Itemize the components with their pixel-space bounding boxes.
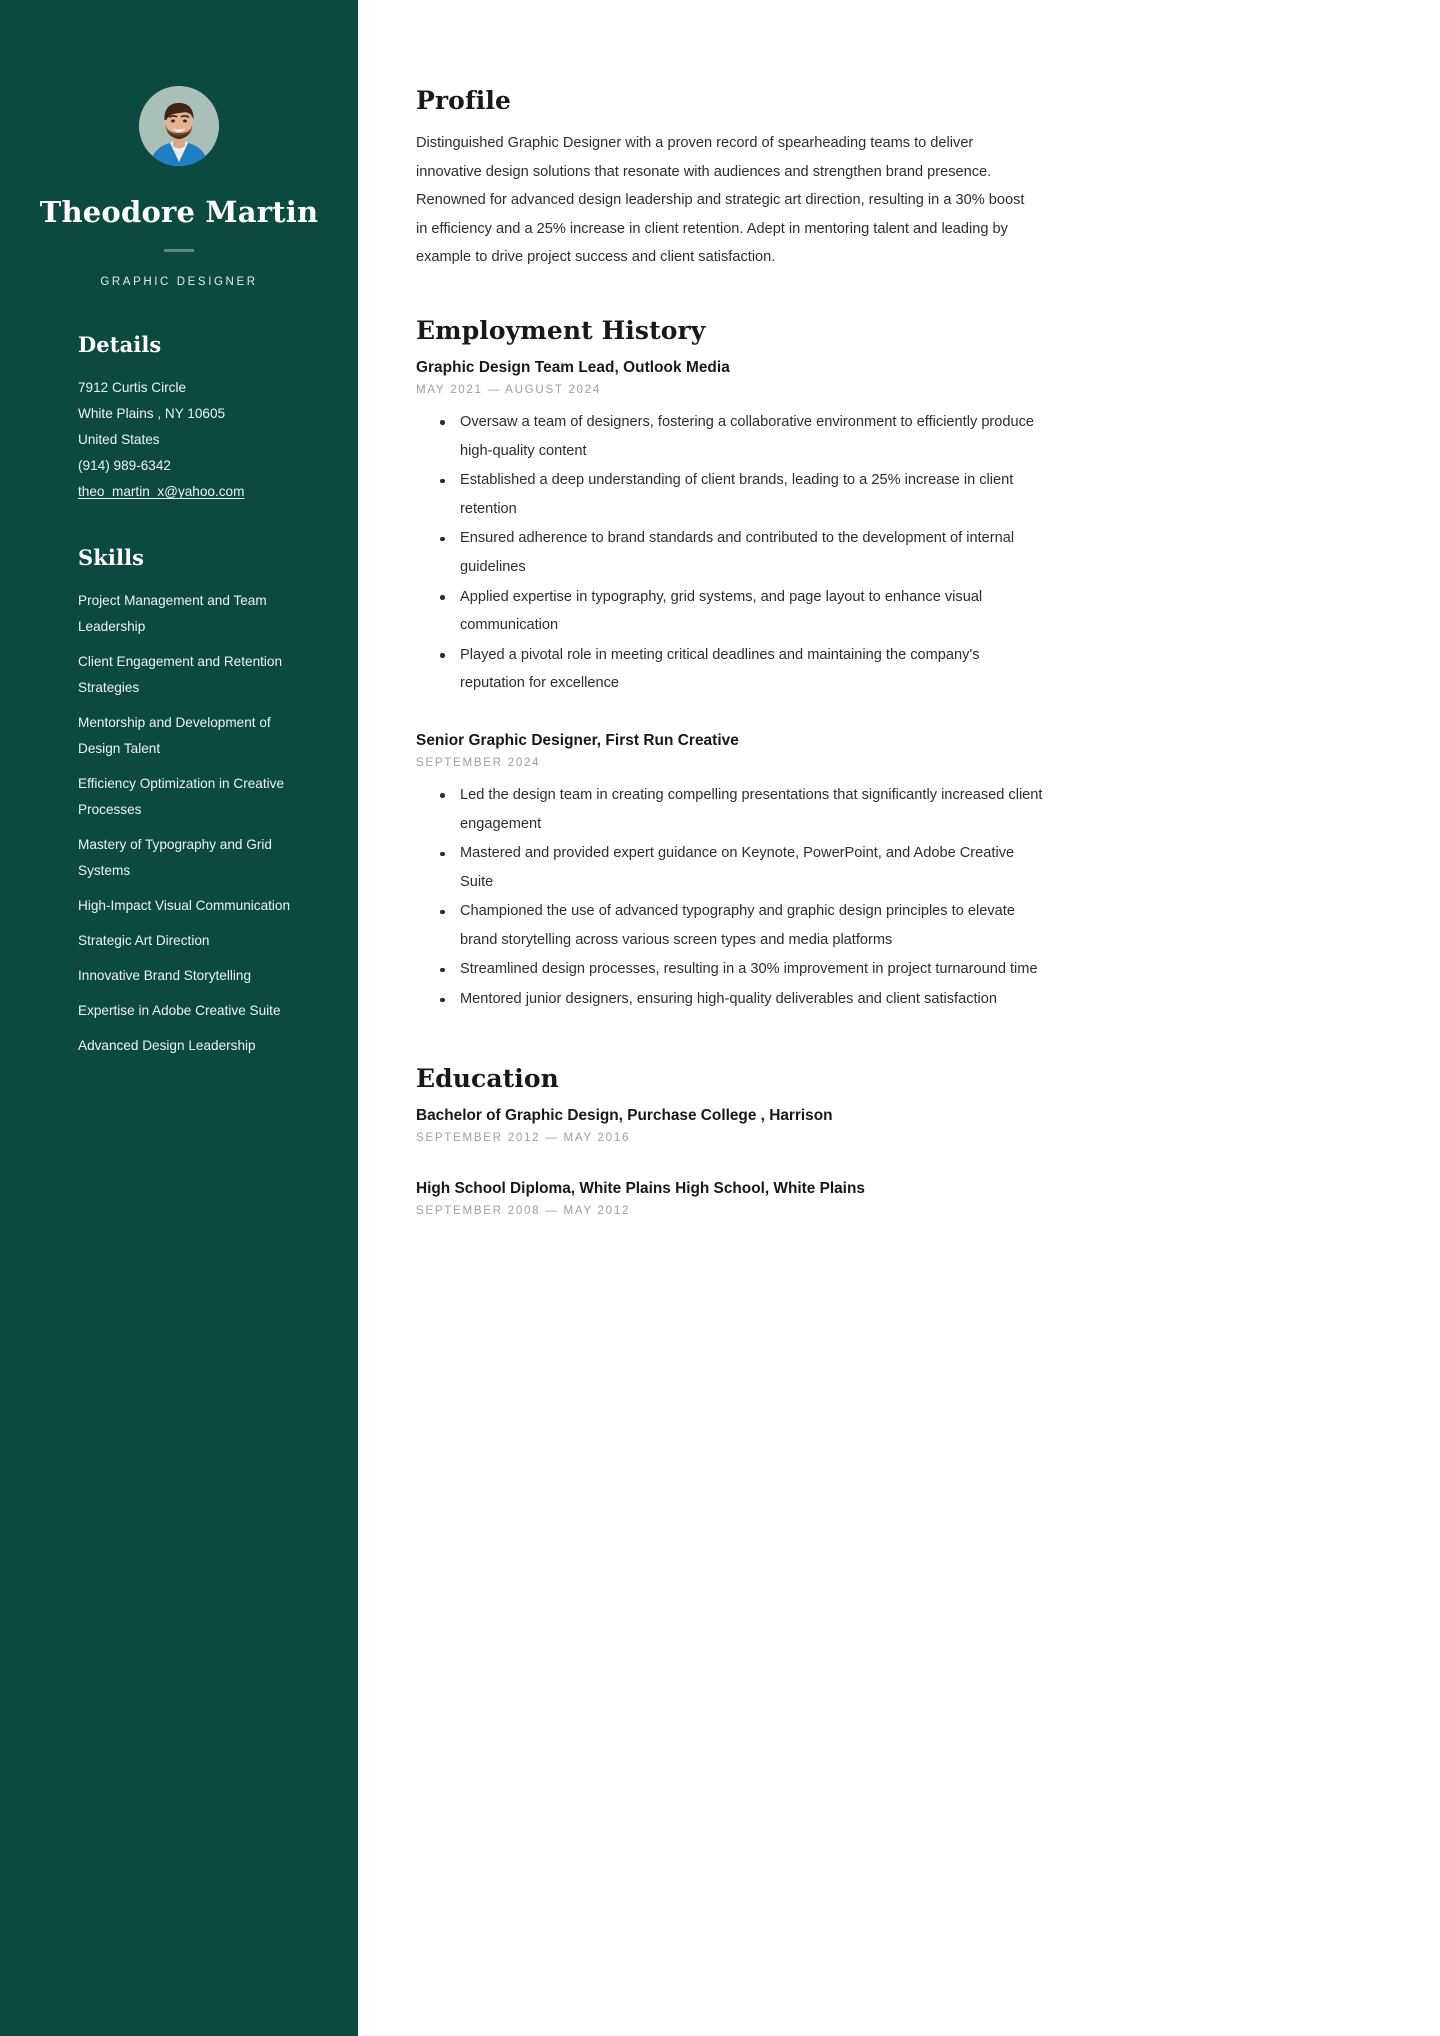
details-section [0,332,358,505]
education-date: SEPTEMBER 2008 — MAY 2012 [416,1203,631,1217]
skill-item: Project Management and Team Leadership [78,593,267,635]
job-bullet: Ensured adherence to brand standards and contributed to the development of internal guidelines [424,524,1044,581]
skill-item: Strategic Art Direction [78,933,210,949]
candidate-name: Theodore Martin [39,195,319,229]
skill-item: Mastery of Typography and Grid Systems [78,837,272,879]
education-section [416,1064,1048,1217]
detail-address-street: 7912 Curtis Circle [78,380,187,396]
detail-address-city: White Plains , NY 10605 [78,406,226,422]
job-title: Senior Graphic Designer, First Run Creative [416,731,739,749]
detail-phone: (914) 989-6342 [78,458,171,474]
skill-item: Client Engagement and Retention Strategies [78,654,283,696]
name-divider [164,249,194,252]
job-bullet: Streamlined design processes, resulting in a 30% improvement in project turnaround time [424,955,1044,984]
avatar [139,86,219,166]
job-bullet: Played a pivotal role in meeting critical deadlines and maintaining the company's reputation for excellence [424,641,1044,698]
job-bullet: Established a deep understanding of client brands, leading to a 25% increase in client retention [424,466,1044,523]
spacer [416,1020,1048,1064]
details-heading: Details [78,332,162,358]
education-entry [416,1107,1048,1144]
skill-item: Efficiency Optimization in Creative Processes [78,776,285,818]
job-bullet: Championed the use of advanced typography and graphic design principles to elevate brand storytelling across various screen types and media platforms [424,897,1044,954]
employment-section [416,316,1048,1014]
job-bullet: Oversaw a team of designers, fostering a collaborative environment to efficiently produce high-quality content [424,408,1044,465]
spacer [416,1144,1048,1180]
person-photo-icon [139,86,219,166]
job-bullet-list [424,781,1044,1014]
employment-heading: Employment History [416,315,706,345]
skill-item: High-Impact Visual Communication [78,898,291,914]
job-bullet: Led the design team in creating compelling presentations that significantly increased client engagement [424,781,1044,838]
sidebar [0,0,358,2036]
spacer [416,704,1048,732]
profile-heading: Profile [416,86,511,115]
profile-section [416,86,1048,272]
skill-item: Innovative Brand Storytelling [78,968,252,984]
education-entry [416,1180,1048,1217]
job-bullet: Applied expertise in typography, grid systems, and page layout to enhance visual communication [424,583,1044,640]
skill-item: Expertise in Adobe Creative Suite [78,1003,281,1019]
detail-email-link[interactable]: theo_martin_x@yahoo.com [78,484,245,500]
candidate-role: GRAPHIC DESIGNER [100,276,258,289]
job-date: SEPTEMBER 2024 [416,755,541,769]
avatar-container [0,86,358,166]
employment-entry [416,359,1048,698]
job-title: Graphic Design Team Lead, Outlook Media [416,358,730,376]
main-content [358,0,1440,2036]
employment-entry [416,732,1048,1014]
skill-item: Advanced Design Leadership [78,1038,256,1054]
job-date: MAY 2021 — AUGUST 2024 [416,382,601,396]
detail-country: United States [78,432,160,448]
profile-text: Distinguished Graphic Designer with a proven record of spearheading teams to deliver innovative design solutions that resonate with audiences and strengthen brand presence. Renowned for advanced design leadership and strategic art direction, resulting in a 30% boost in efficiency and a 25% increase in client retention. Adept in mentoring talent and leading by example to drive project success and client satisfaction. [416,135,1025,266]
job-bullet: Mentored junior designers, ensuring high-quality deliverables and client satisfaction [424,985,1044,1014]
skills-section [0,545,358,1059]
job-bullet-list [424,408,1044,698]
education-heading: Education [416,1063,559,1093]
education-title: Bachelor of Graphic Design, Purchase College , Harrison [416,1106,833,1124]
skills-heading: Skills [78,545,145,571]
education-title: High School Diploma, White Plains High School, White Plains [416,1179,865,1197]
education-date: SEPTEMBER 2012 — MAY 2016 [416,1130,631,1144]
skill-item: Mentorship and Development of Design Talent [78,715,271,757]
job-bullet: Mastered and provided expert guidance on Keynote, PowerPoint, and Adobe Creative Suite [424,839,1044,896]
